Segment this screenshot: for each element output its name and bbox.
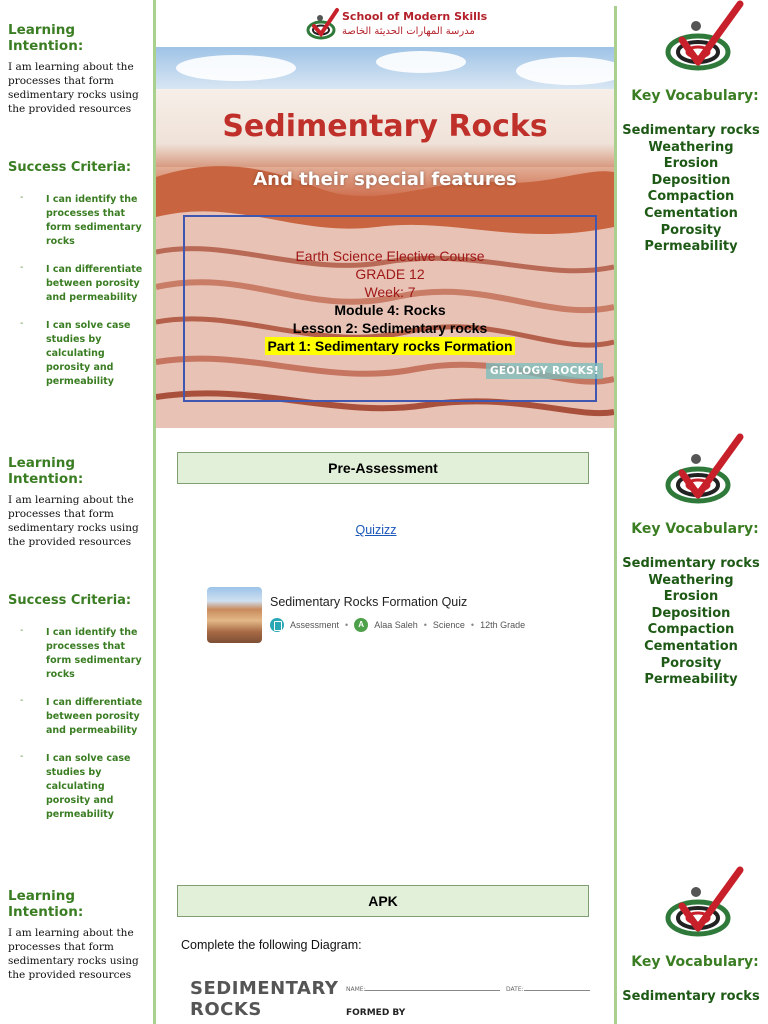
cloud [176,55,296,81]
author-avatar: A [354,618,368,632]
worksheet-title-line2: ROCKS [190,999,262,1020]
section-header: APK [177,885,589,917]
slide-title-text: Sedimentary Rocks [222,109,548,144]
vocabulary-term: Porosity [660,222,722,238]
vocabulary-term: Compaction [647,622,735,638]
right-sidebar [614,0,768,433]
checkmark-target-icon [664,433,744,509]
pre-assessment-content [156,433,614,866]
hero-image [156,47,614,428]
quiz-subject: Science [432,620,465,630]
vocabulary-list [620,123,762,256]
success-criterion: - I can identify the processes that form sedimentary rocks [20,193,148,249]
vocabulary-term: Weathering [648,572,734,588]
key-vocabulary-title: Key Vocabulary: [631,954,759,970]
learning-intention-text: I am learning about the processes that form sedimentary rocks using the provided resources [8,927,139,981]
school-emblem-icon [306,6,340,42]
vocabulary-term: Permeability [644,672,738,688]
vocabulary-term: Permeability [644,239,738,255]
success-criterion: - I can identify the processes that form sedimentary rocks [20,626,148,682]
name-label: NAME: [346,986,366,993]
title-card [156,0,614,433]
slide-pre-assessment [0,433,768,866]
apk-content [156,866,614,1024]
quiz-type: Assessment [290,620,340,630]
vocabulary-term: Sedimentary rocks [622,989,760,1004]
week-label: Week: 7 [364,284,416,300]
quiz-author: Alaa Saleh [374,620,418,630]
success-criterion: - I can differentiate between porosity and permeability [20,696,148,738]
vocabulary-term: Sedimentary rocks [622,123,760,138]
quiz-grade: 12th Grade [480,620,526,630]
right-sidebar [614,866,768,1024]
vocabulary-term: Weathering [648,139,734,155]
vocabulary-list [620,989,762,1006]
worksheet-title [190,978,338,1020]
school-name-ar: مدرسة المهارات الحديثة الخاصة [342,26,475,37]
vocabulary-term: Compaction [647,189,735,205]
vocabulary-term: Erosion [663,589,719,605]
grade-label: GRADE 12 [355,266,425,282]
left-sidebar [0,866,154,1024]
vocabulary-term: Porosity [660,655,722,671]
section-header: Pre-Assessment [177,452,589,484]
clipboard-icon [270,618,284,632]
success-criteria-title: Success Criteria: [8,160,132,175]
learning-intention-text: I am learning about the processes that form sedimentary rocks using the provided resources [8,494,139,548]
left-sidebar [0,0,154,433]
part-label: Part 1: Sedimentary rocks Formation [267,338,513,354]
diagram-instruction: Complete the following Diagram: [181,938,362,952]
learning-intention-title: Learning Intention: [8,888,84,920]
quiz-meta: Assessment • A Alaa Saleh • Science • 12th Grade [270,618,525,632]
slide-subtitle-text: And their special features [253,169,517,190]
vocabulary-term: Deposition [651,172,731,188]
cloud [376,51,466,73]
key-vocabulary-title: Key Vocabulary: [631,521,759,537]
module-label: Module 4: Rocks [334,302,446,318]
success-criteria-title: Success Criteria: [8,593,132,608]
vocabulary-list [620,556,762,689]
learning-intention-title: Learning Intention: [8,22,84,54]
quizizz-link[interactable]: Quizizz [355,523,397,537]
success-criteria-list [20,193,148,403]
slide-apk [0,866,768,1024]
geology-rocks-watermark: GEOLOGY ROCKS! [486,363,603,379]
name-line [365,990,500,991]
formed-by-label: FORMED BY [346,1008,406,1018]
diagram-worksheet [190,976,590,1024]
school-name-en: School of Modern Skills [342,10,488,23]
vocabulary-term: Cementation [644,205,738,221]
learning-intention-title: Learning Intention: [8,455,84,487]
success-criterion: - I can differentiate between porosity and permeability [20,263,148,305]
school-logo [306,4,488,44]
success-criterion: - I can solve case studies by calculating porosity and permeability [20,752,148,822]
date-line [524,990,590,991]
date-label: DATE: [506,986,524,993]
learning-intention-text: I am learning about the processes that form sedimentary rocks using the provided resources [8,61,139,115]
success-criterion: - I can solve case studies by calculating porosity and permeability [20,319,148,389]
lesson-label: Lesson 2: Sedimentary rocks [292,320,488,336]
worksheet-title-line1: SEDIMENTARY [190,978,339,999]
vocabulary-term: Deposition [651,605,731,621]
course-name: Earth Science Elective Course [295,248,485,264]
right-sidebar [614,433,768,866]
vocabulary-term: Cementation [644,638,738,654]
slide-title [0,0,768,433]
quiz-card[interactable] [206,587,566,645]
vocabulary-term: Erosion [663,156,719,172]
key-vocabulary-title: Key Vocabulary: [631,88,759,104]
quiz-title: Sedimentary Rocks Formation Quiz [270,595,468,609]
checkmark-target-icon [664,0,744,76]
checkmark-target-icon [664,866,744,942]
vocabulary-term: Sedimentary rocks [622,556,760,571]
success-criteria-list [20,626,148,836]
quiz-thumbnail [207,587,262,643]
left-sidebar [0,433,154,866]
